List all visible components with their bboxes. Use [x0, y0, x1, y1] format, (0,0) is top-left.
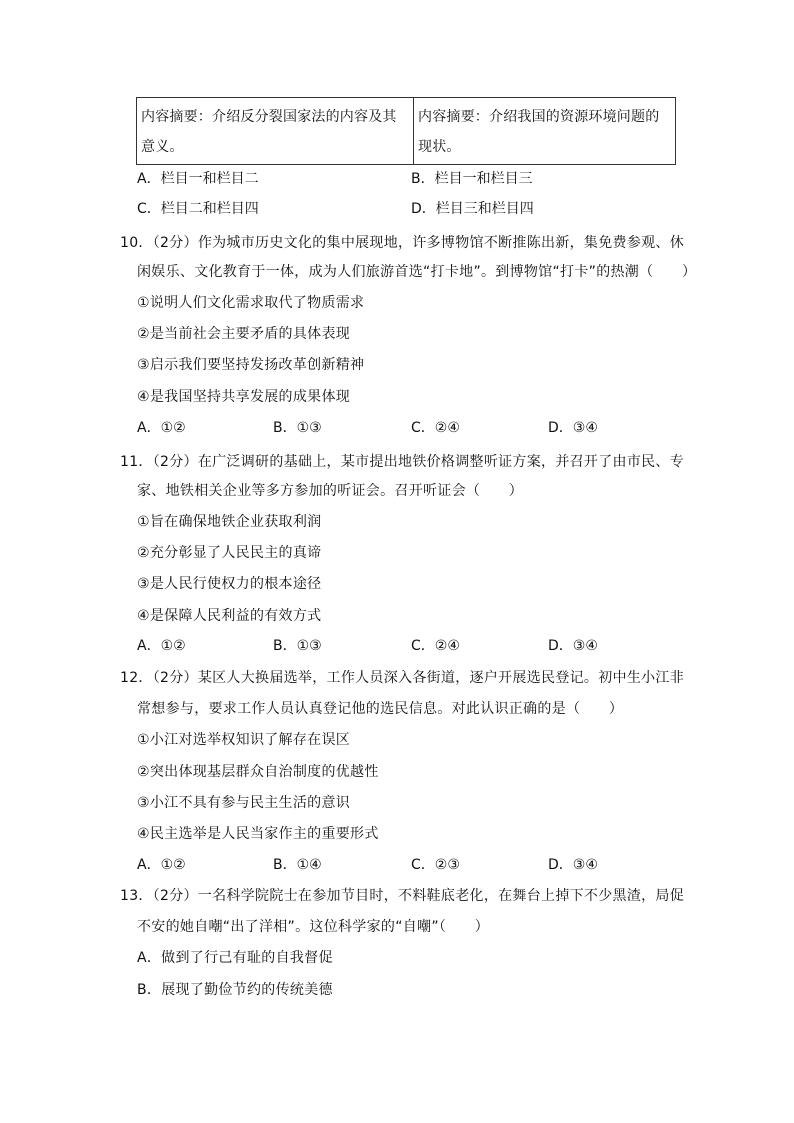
q12-option-b[interactable]: B．①④ — [273, 857, 322, 873]
q11-item-1: ①旨在确保地铁企业获取利润 — [137, 514, 322, 530]
column-summary-table — [136, 97, 676, 165]
q12-option-a[interactable]: A．①② — [137, 857, 186, 873]
q10-option-b[interactable]: B．①③ — [273, 420, 322, 436]
q11-item-3: ③是人民行使权力的根本途径 — [137, 576, 322, 592]
q12-stem-line2: 常想参与，要求工作人员认真登记他的选民信息。对此认识正确的是（ ） — [137, 701, 624, 717]
q10-item-3: ③启示我们要坚持发扬改革创新精神 — [137, 357, 365, 373]
q11-option-d[interactable]: D．③④ — [548, 638, 598, 654]
q11-item-4: ④是保障人民利益的有效方式 — [137, 608, 322, 624]
q13-option-a[interactable]: A．做到了行己有耻的自我督促 — [137, 950, 333, 966]
q13-option-b[interactable]: B．展现了勤俭节约的传统美德 — [137, 982, 333, 998]
q13-stem-line1: 13．（2分）一名科学院院士在参加节目时，不料鞋底老化，在舞台上掉下不少黑渣，局促 — [120, 888, 685, 904]
q12-item-2: ②突出体现基层群众自治制度的优越性 — [137, 764, 379, 780]
q12-item-1: ①小江对选举权知识了解存在误区 — [137, 732, 351, 748]
table-cell-right: 内容摘要：介绍我国的资源环境问题的现状。 — [414, 98, 676, 165]
q12-option-d[interactable]: D．③④ — [548, 857, 598, 873]
q10-item-1: ①说明人们文化需求取代了物质需求 — [137, 295, 365, 311]
q10-item-4: ④是我国坚持共享发展的成果体现 — [137, 389, 351, 405]
q10-option-a[interactable]: A．①② — [137, 420, 186, 436]
q9-option-d[interactable]: D．栏目三和栏目四 — [411, 201, 534, 217]
q9-option-a[interactable]: A．栏目一和栏目二 — [137, 171, 259, 187]
q12-item-3: ③小江不具有参与民主生活的意识 — [137, 795, 351, 811]
q11-stem-line1: 11．（2分）在广泛调研的基础上，某市提出地铁价格调整听证方案，并召开了由市民、专 — [120, 454, 685, 470]
q13-stem-line2: 不安的她自嘲“出了洋相”。这位科学家的“自嘲”（ ） — [137, 919, 490, 935]
q12-option-c[interactable]: C．②③ — [411, 857, 460, 873]
table-cell-left: 内容摘要：介绍反分裂国家法的内容及其意义。 — [137, 98, 414, 165]
q12-stem-line1: 12．（2分）某区人大换届选举，工作人员深入各街道，逐户开展选民登记。初中生小江非 — [120, 670, 685, 686]
table-row — [137, 98, 676, 165]
q11-option-b[interactable]: B．①③ — [273, 638, 322, 654]
q9-option-c[interactable]: C．栏目二和栏目四 — [137, 201, 259, 217]
q10-item-2: ②是当前社会主要矛盾的具体表现 — [137, 326, 351, 342]
q12-item-4: ④民主选举是人民当家作主的重要形式 — [137, 826, 379, 842]
q10-stem-line1: 10．（2分）作为城市历史文化的集中展现地，许多博物馆不断推陈出新，集免费参观、休 — [120, 235, 685, 251]
q10-option-d[interactable]: D．③④ — [548, 420, 598, 436]
q11-item-2: ②充分彰显了人民民主的真谛 — [137, 545, 322, 561]
q11-option-c[interactable]: C．②④ — [411, 638, 460, 654]
q11-option-a[interactable]: A．①② — [137, 638, 186, 654]
q9-option-b[interactable]: B．栏目一和栏目三 — [411, 171, 533, 187]
q11-stem-line2: 家、地铁相关企业等多方参加的听证会。召开听证会（ ） — [137, 483, 524, 499]
q10-stem-line2: 闲娱乐、文化教育于一体，成为人们旅游首选“打卡地”。到博物馆“打卡”的热潮（ ） — [137, 264, 697, 280]
q10-option-c[interactable]: C．②④ — [411, 420, 460, 436]
